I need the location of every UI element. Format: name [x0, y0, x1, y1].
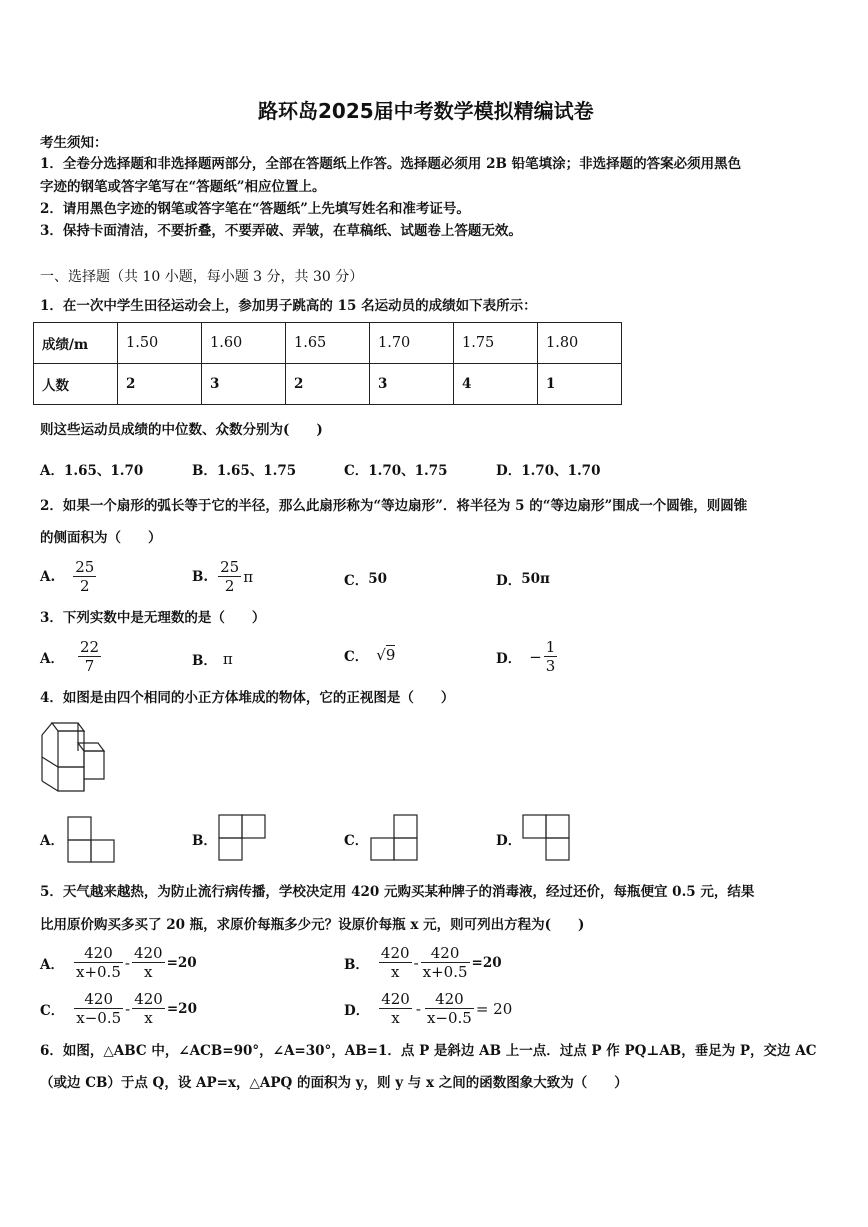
cube-stack-figure — [40, 721, 106, 793]
numerator: 1 — [545, 638, 556, 656]
table-cell: 1.70 — [370, 323, 454, 364]
option-c[interactable] — [344, 569, 387, 589]
option-value: 50 — [368, 571, 388, 587]
denominator: x+0.5 — [75, 963, 121, 981]
question-5-stem: 比用原价购买多买了 20 瓶，求原价每瓶多少元？设原价每瓶 x 元，则可列出方程为( ) — [40, 917, 585, 933]
option-value: π — [222, 650, 233, 668]
question-5-stem: 5．天气越来越热，为防止流行病传播，学校决定用 420 元购买某种牌子的消毒液，经过还价，每瓶便宜 0.5 元，结果 — [40, 884, 755, 900]
option-a[interactable] — [40, 944, 197, 981]
question-3-stem: 3．下列实数中是无理数的是（ ） — [40, 610, 266, 626]
table-cell: 1.80 — [538, 323, 622, 364]
denominator: x — [144, 963, 153, 981]
question-6-stem: （或边 CB）于点 Q，设 AP=x，△APQ 的面积为 y，则 y 与 x 之间的函数图象大致为（ ） — [40, 1075, 628, 1091]
table-cell: 1 — [538, 364, 622, 405]
option-b[interactable] — [192, 558, 253, 595]
numerator: 420 — [421, 944, 470, 963]
table-cell: 4 — [454, 364, 538, 405]
equation-rhs: =20 — [166, 954, 197, 971]
numerator: 22 — [79, 638, 100, 656]
option-b[interactable] — [192, 649, 233, 669]
table-cell: 1.60 — [202, 323, 286, 364]
option-label: C． — [40, 1002, 65, 1019]
numerator: 420 — [425, 990, 474, 1009]
denominator: x — [391, 963, 400, 981]
option-value: 50π — [521, 571, 550, 587]
option-label: C． — [344, 573, 369, 589]
option-label: D． — [496, 573, 522, 589]
denominator: 3 — [545, 657, 556, 675]
notice-line: 字迹的钢笔或答字笔写在“答题纸”相应位置上。 — [40, 179, 326, 195]
option-d[interactable] — [496, 638, 557, 675]
minus-sign: - — [415, 999, 421, 1018]
option-b[interactable]: B． — [192, 833, 217, 849]
equation-rhs: = 20 — [475, 999, 513, 1018]
notice-heading: 考生须知： — [40, 135, 108, 151]
radicand: 9 — [385, 646, 396, 664]
section-heading: 一、选择题（共 10 小题，每小题 3 分，共 30 分） — [40, 269, 364, 285]
option-b[interactable] — [344, 944, 502, 981]
option-a[interactable]: A． — [40, 833, 64, 849]
equation-rhs: =20 — [166, 1000, 197, 1017]
fraction — [132, 990, 165, 1027]
option-c-figure — [369, 813, 419, 861]
fraction — [73, 558, 96, 595]
numerator: 25 — [75, 558, 95, 576]
numerator: 420 — [380, 944, 410, 962]
fraction — [132, 944, 165, 981]
option-b[interactable]: B．1.65、1.75 — [192, 463, 297, 479]
fraction — [74, 944, 123, 981]
option-label: A. — [40, 568, 56, 585]
notice-line: 1．全卷分选择题和非选择题两部分，全部在答题纸上作答。选择题必须用 2B 铅笔填涂；非选择题的答案必须用黑色 — [40, 156, 742, 172]
table-cell: 2 — [118, 364, 202, 405]
option-b-figure — [217, 813, 267, 861]
minus-sign: − — [529, 647, 542, 666]
denominator: 2 — [79, 577, 90, 595]
option-d-figure — [521, 813, 571, 861]
option-c[interactable]: C．1.70、1.75 — [344, 463, 448, 479]
option-label: B． — [344, 956, 369, 973]
table-row — [34, 323, 622, 364]
option-label: A． — [40, 650, 64, 667]
table-row — [34, 364, 622, 405]
option-label: B. — [192, 568, 209, 585]
option-label: A． — [40, 956, 64, 973]
option-d[interactable]: D．1.70、1.70 — [496, 463, 601, 479]
table-header-cell: 成绩/m — [34, 323, 118, 364]
numerator: 420 — [381, 990, 410, 1008]
fraction — [544, 638, 558, 675]
question-4-stem: 4．如图是由四个相同的小正方体堆成的物体，它的正视图是（ ） — [40, 690, 455, 706]
option-d[interactable]: D． — [496, 833, 522, 849]
option-label: B． — [192, 653, 217, 669]
option-c[interactable] — [40, 990, 197, 1027]
denominator: x−0.5 — [76, 1009, 122, 1027]
option-d[interactable] — [496, 569, 550, 589]
table-cell: 1.65 — [286, 323, 370, 364]
minus-sign: - — [125, 999, 131, 1018]
table-header-cell: 人数 — [34, 364, 118, 405]
denominator: x−0.5 — [426, 1009, 472, 1027]
option-label: D． — [496, 650, 522, 667]
numerator: 25 — [220, 558, 240, 576]
numerator: 420 — [133, 944, 163, 962]
option-c[interactable]: C． — [344, 833, 369, 849]
fraction — [421, 944, 470, 981]
table-cell: 1.75 — [454, 323, 538, 364]
numerator: 420 — [134, 990, 163, 1008]
denominator: x — [144, 1009, 153, 1027]
page-title: 路环岛2025届中考数学模拟精编试卷 — [258, 99, 594, 123]
fraction — [425, 990, 474, 1027]
table-cell: 1.50 — [118, 323, 202, 364]
numerator: 420 — [74, 944, 123, 963]
denominator: x+0.5 — [422, 963, 468, 981]
notice-line: 2．请用黑色字迹的钢笔或答字笔在“答题纸”上先填写姓名和准考证号。 — [40, 201, 470, 217]
fraction — [74, 990, 123, 1027]
fraction — [379, 990, 412, 1027]
fraction — [379, 944, 412, 981]
notice-line: 3．保持卡面清洁，不要折叠，不要弄破、弄皱，在草稿纸、试题卷上答题无效。 — [40, 223, 522, 239]
denominator: 2 — [224, 577, 235, 595]
sqrt-expression: √9 — [376, 646, 396, 664]
option-c[interactable] — [344, 645, 395, 665]
pi-symbol: π — [243, 567, 254, 586]
denominator: 7 — [84, 657, 95, 675]
option-label: C． — [344, 649, 369, 665]
table-cell: 2 — [286, 364, 370, 405]
equation-rhs: =20 — [471, 954, 502, 971]
option-a[interactable]: A．1.65、1.70 — [40, 463, 144, 479]
option-a-figure — [66, 815, 116, 863]
option-label: D． — [344, 1002, 370, 1019]
question-1-stem: 1．在一次中学生田径运动会上，参加男子跳高的 15 名运动员的成绩如下表所示： — [40, 298, 537, 314]
fraction — [78, 638, 101, 675]
fraction — [218, 558, 241, 595]
option-a[interactable] — [40, 638, 101, 675]
question-2-stem: 的侧面积为（ ） — [40, 530, 162, 546]
option-a[interactable] — [40, 558, 96, 595]
numerator: 420 — [74, 990, 123, 1009]
question-2-stem: 2．如果一个扇形的弧长等于它的半径，那么此扇形称为“等边扇形”．将半径为 5 的“等边扇形”围成一个圆锥，则圆锥 — [40, 498, 748, 514]
option-d[interactable] — [344, 990, 512, 1027]
table-cell: 3 — [202, 364, 286, 405]
question-1-prompt: 则这些运动员成绩的中位数、众数分别为( ) — [40, 422, 323, 438]
minus-sign: - — [413, 953, 419, 972]
minus-sign: - — [124, 953, 130, 972]
table-cell: 3 — [370, 364, 454, 405]
score-table — [33, 322, 622, 405]
question-6-stem: 6．如图，△ABC 中，∠ACB=90°，∠A=30°，AB=1．点 P 是斜边 AB 上一点．过点 P 作 PQ⊥AB，垂足为 P，交边 AC — [40, 1043, 817, 1059]
denominator: x — [391, 1009, 400, 1027]
